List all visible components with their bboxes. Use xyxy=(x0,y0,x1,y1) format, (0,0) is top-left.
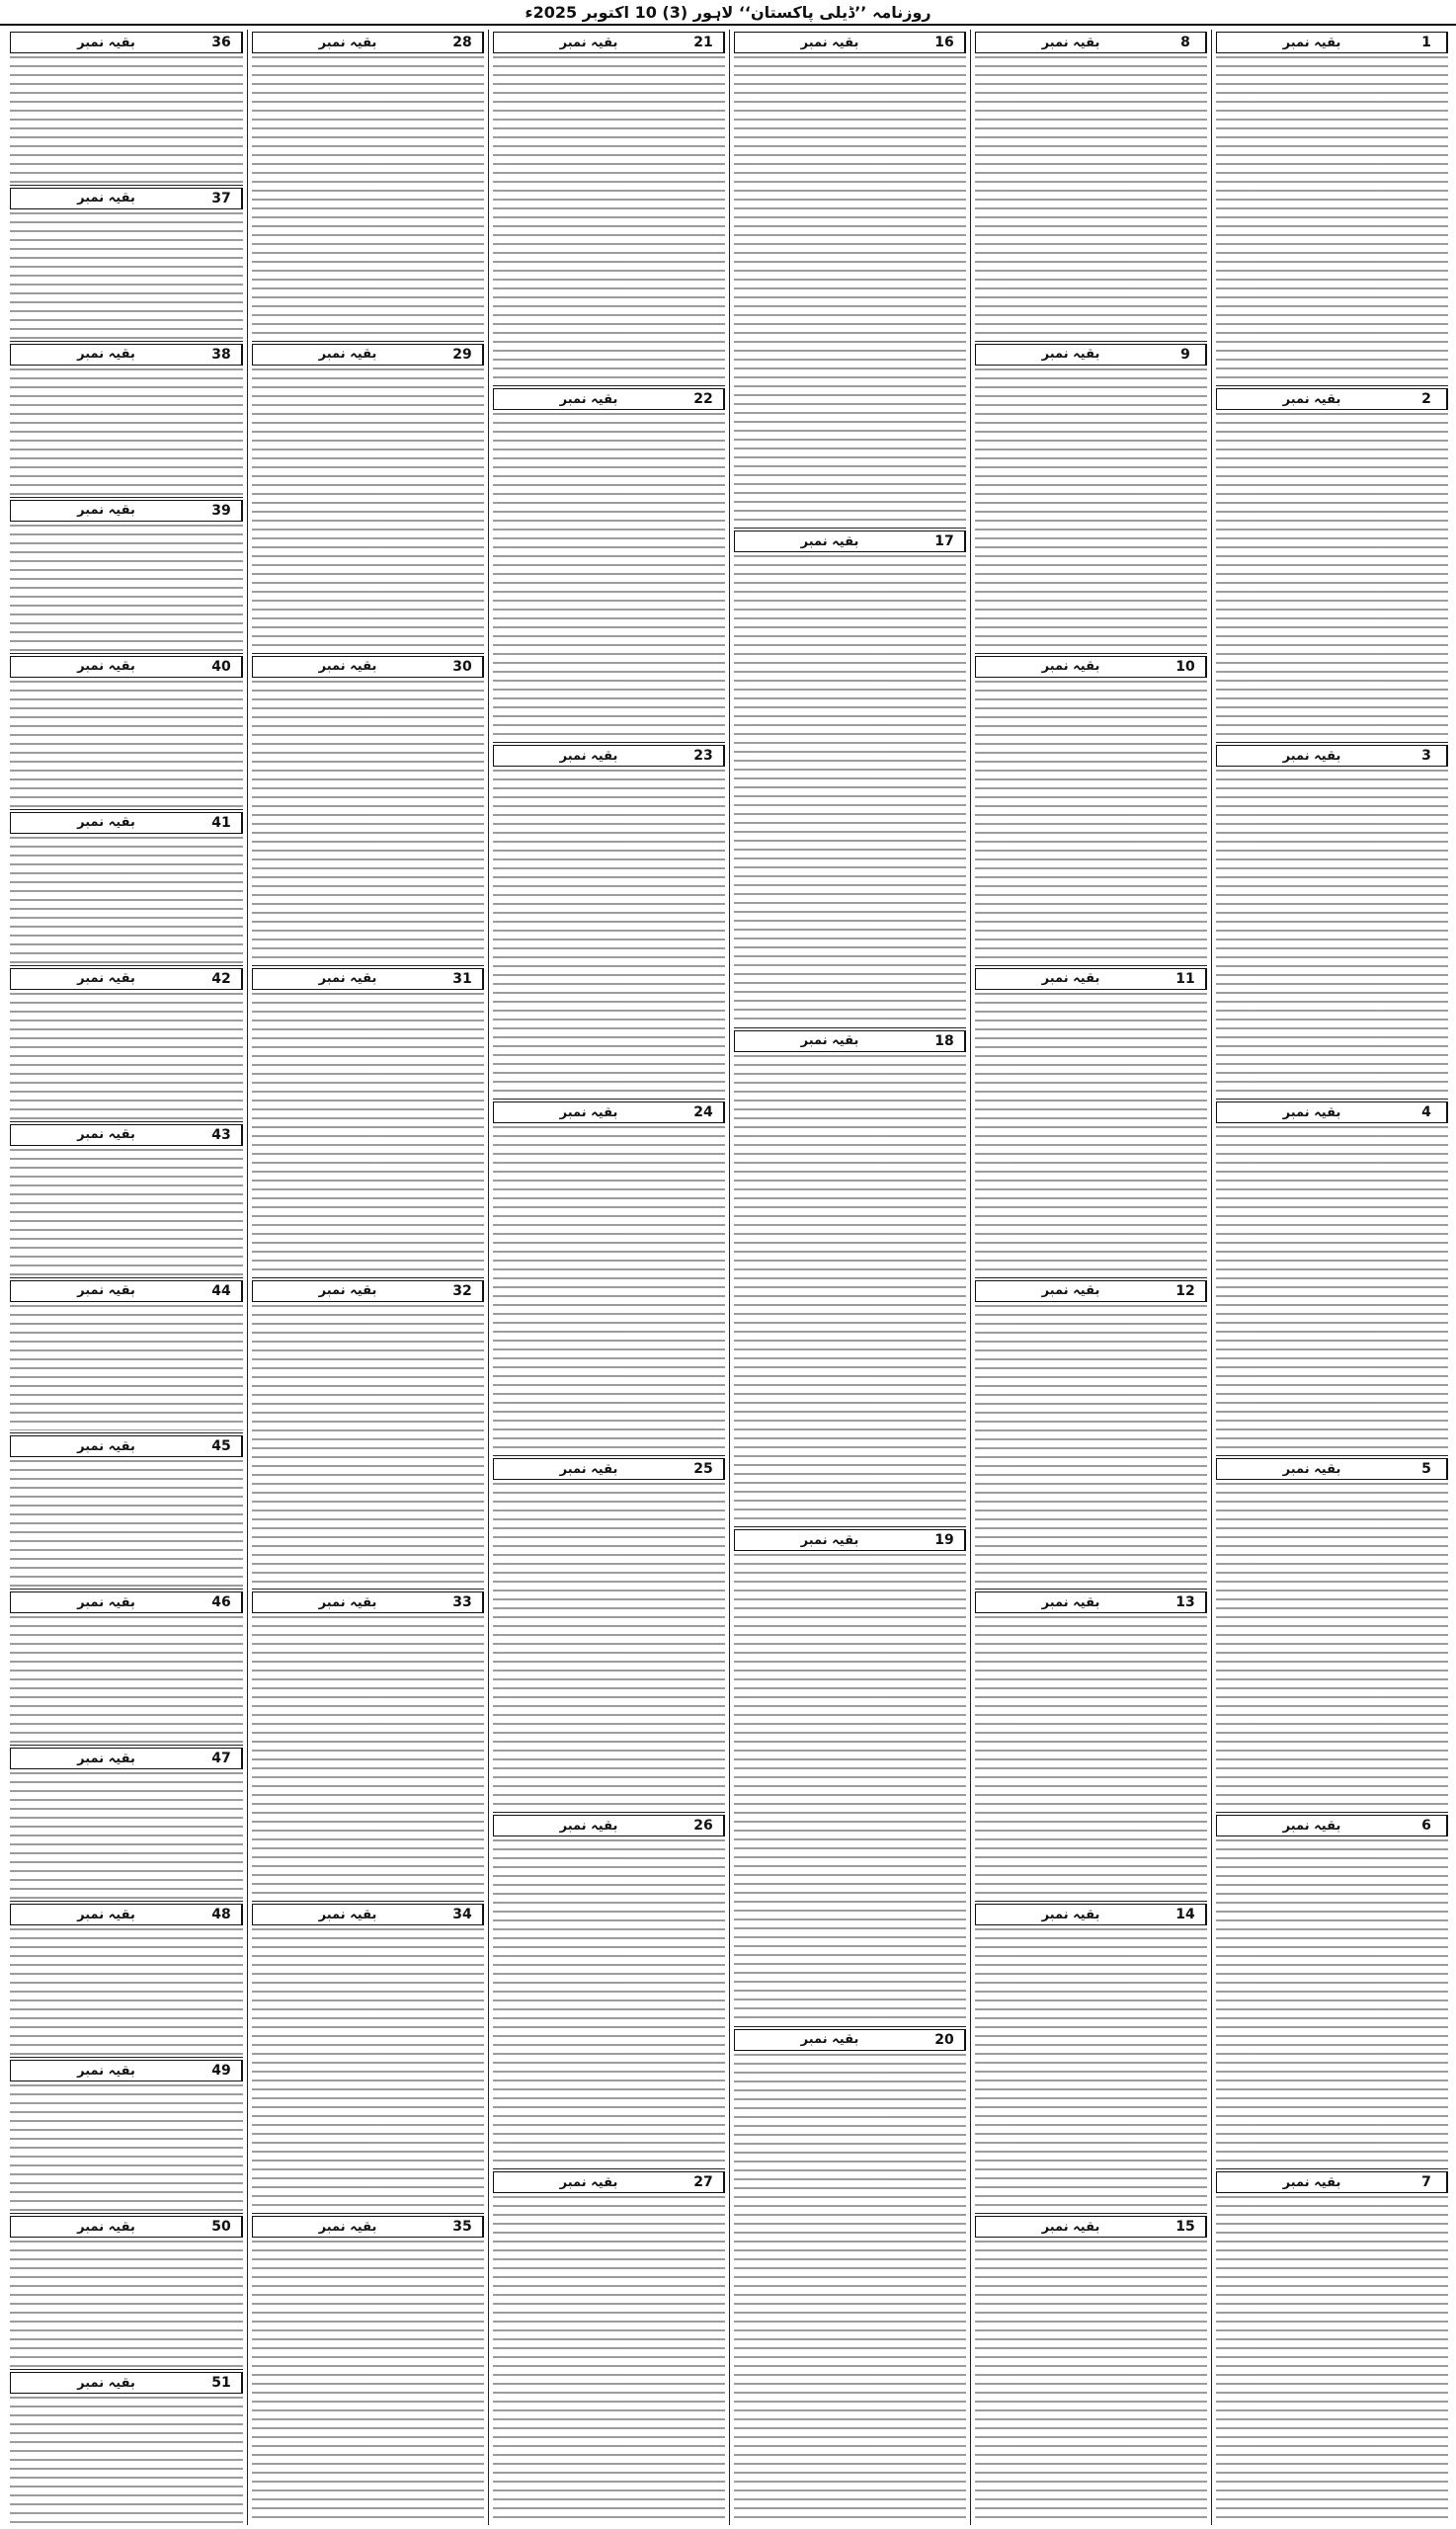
continuation-label: بقیہ نمبر xyxy=(318,971,377,987)
continuation-story xyxy=(10,2213,243,2367)
continuation-header xyxy=(252,1280,484,1302)
continuation-label: بقیہ نمبر xyxy=(1041,1594,1100,1610)
continuation-story xyxy=(1216,385,1448,740)
continuation-label: بقیہ نمبر xyxy=(1041,659,1100,675)
continuation-header xyxy=(734,1529,966,1551)
continuation-label: بقیہ نمبر xyxy=(77,2219,135,2235)
continuation-header xyxy=(252,344,484,366)
continuation-header xyxy=(10,2372,243,2394)
continuation-story xyxy=(493,1455,725,1810)
continuation-number: 30 xyxy=(443,657,483,677)
continuation-label: بقیہ نمبر xyxy=(77,659,135,675)
continuation-label: بقیہ نمبر xyxy=(800,35,859,50)
story-body-text xyxy=(10,837,243,963)
continuation-number: 31 xyxy=(443,969,483,989)
continuation-header xyxy=(252,1904,484,1925)
continuation-label: بقیہ نمبر xyxy=(77,503,135,519)
continuation-header xyxy=(10,32,243,53)
continuation-number: 6 xyxy=(1407,1816,1447,1836)
continuation-header xyxy=(734,32,966,53)
continuation-number: 13 xyxy=(1166,1592,1206,1612)
continuation-story xyxy=(1216,30,1448,383)
story-body-text xyxy=(252,368,484,651)
continuation-story xyxy=(252,1277,484,1588)
continuation-number: 24 xyxy=(684,1102,724,1122)
continuation-header xyxy=(493,2171,725,2193)
continuation-number: 51 xyxy=(202,2373,242,2393)
continuation-number: 34 xyxy=(443,1905,483,1924)
story-body-text xyxy=(10,1149,243,1275)
continuation-story xyxy=(10,2369,243,2523)
continuation-header xyxy=(493,1458,725,1480)
continuation-story xyxy=(493,1812,725,2166)
story-body-text xyxy=(10,212,243,339)
continuation-label: بقیہ نمبر xyxy=(77,1127,135,1143)
continuation-label: بقیہ نمبر xyxy=(77,1283,135,1298)
continuation-story xyxy=(252,341,484,651)
continuation-header xyxy=(493,745,725,767)
story-body-text xyxy=(734,1055,966,1524)
continuation-header xyxy=(1216,32,1448,53)
story-body-text xyxy=(493,1839,725,2166)
story-body-text xyxy=(734,56,966,526)
continuation-label: بقیہ نمبر xyxy=(559,2174,618,2190)
continuation-story xyxy=(10,965,243,1119)
continuation-number: 28 xyxy=(443,33,483,52)
story-body-text xyxy=(734,555,966,1024)
continuation-label: بقیہ نمبر xyxy=(77,1907,135,1922)
continuation-number: 8 xyxy=(1166,33,1206,52)
continuation-story xyxy=(10,30,243,183)
continuation-story xyxy=(734,1526,966,2023)
story-body-text xyxy=(10,2241,243,2367)
story-body-text xyxy=(1216,56,1448,383)
continuation-story xyxy=(252,2213,484,2523)
continuation-header xyxy=(734,530,966,552)
continuation-number: 33 xyxy=(443,1592,483,1612)
story-body-text xyxy=(252,1305,484,1588)
continuation-story xyxy=(493,30,725,383)
continuation-number: 17 xyxy=(925,531,965,551)
story-body-text xyxy=(493,1126,725,1453)
story-body-text xyxy=(975,368,1207,651)
continuation-header xyxy=(1216,2171,1448,2193)
continuation-story xyxy=(493,2168,725,2523)
story-body-text xyxy=(10,1616,243,1743)
continuation-label: بقیہ نمبر xyxy=(1282,1461,1341,1477)
continuation-number: 1 xyxy=(1407,33,1447,52)
continuation-label: بقیہ نمبر xyxy=(559,1104,618,1120)
continuation-label: بقیہ نمبر xyxy=(559,391,618,407)
continuation-number: 21 xyxy=(684,33,724,52)
continuation-label: بقیہ نمبر xyxy=(77,1594,135,1610)
story-body-text xyxy=(493,1483,725,1810)
continuation-story xyxy=(975,1589,1207,1899)
continuation-story xyxy=(734,528,966,1024)
continuation-story xyxy=(1216,1455,1448,1810)
news-column xyxy=(970,30,1211,2525)
story-body-text xyxy=(975,1616,1207,1899)
continuation-number: 10 xyxy=(1166,657,1206,677)
continuation-number: 36 xyxy=(202,33,242,52)
story-body-text xyxy=(975,1305,1207,1588)
continuation-number: 42 xyxy=(202,969,242,989)
masthead: روزنامہ ’’ڈیلی پاکستان‘‘ لاہور (3) 10 اکتوبر 2025ء xyxy=(0,0,1456,26)
continuation-number: 39 xyxy=(202,501,242,521)
continuation-story xyxy=(1216,1099,1448,1453)
continuation-header xyxy=(975,656,1207,678)
story-body-text xyxy=(10,1928,243,2055)
continuation-number: 32 xyxy=(443,1281,483,1301)
continuation-number: 22 xyxy=(684,389,724,409)
continuation-header xyxy=(10,968,243,990)
story-body-text xyxy=(252,56,484,339)
continuation-number: 16 xyxy=(925,33,965,52)
continuation-header xyxy=(10,500,243,522)
story-body-text xyxy=(1216,2196,1448,2523)
continuation-story xyxy=(975,965,1207,1275)
continuation-story xyxy=(10,185,243,339)
continuation-label: بقیہ نمبر xyxy=(800,2032,859,2048)
story-body-text xyxy=(10,1460,243,1587)
continuation-number: 35 xyxy=(443,2217,483,2237)
story-body-text xyxy=(1216,1126,1448,1453)
continuation-header xyxy=(10,812,243,834)
continuation-header xyxy=(493,32,725,53)
continuation-story xyxy=(10,341,243,495)
continuation-header xyxy=(493,1101,725,1123)
continuation-number: 27 xyxy=(684,2172,724,2192)
continuation-label: بقیہ نمبر xyxy=(318,1283,377,1298)
continuation-story xyxy=(493,1099,725,1453)
story-body-text xyxy=(975,56,1207,339)
continuation-label: بقیہ نمبر xyxy=(1041,35,1100,50)
story-body-text xyxy=(10,2397,243,2523)
continuation-number: 4 xyxy=(1407,1102,1447,1122)
continuation-story xyxy=(734,1027,966,1524)
continuation-header xyxy=(252,32,484,53)
continuation-header xyxy=(975,1904,1207,1925)
continuation-number: 45 xyxy=(202,1436,242,1456)
story-body-text xyxy=(1216,413,1448,740)
continuation-story xyxy=(1216,742,1448,1097)
continuation-label: بقیہ نمبر xyxy=(1282,748,1341,764)
continuation-story xyxy=(734,2026,966,2523)
continuation-story xyxy=(1216,2168,1448,2523)
story-body-text xyxy=(1216,770,1448,1097)
continuation-number: 47 xyxy=(202,1749,242,1768)
continuation-label: بقیہ نمبر xyxy=(77,35,135,50)
continuation-number: 2 xyxy=(1407,389,1447,409)
continuation-label: بقیہ نمبر xyxy=(318,1594,377,1610)
story-body-text xyxy=(975,1928,1207,2211)
continuation-number: 25 xyxy=(684,1459,724,1479)
continuation-header xyxy=(734,2029,966,2051)
continuation-header xyxy=(1216,1815,1448,1836)
continuation-number: 26 xyxy=(684,1816,724,1836)
story-body-text xyxy=(252,1616,484,1899)
continuation-story xyxy=(10,1589,243,1743)
continuation-story xyxy=(252,965,484,1275)
continuation-label: بقیہ نمبر xyxy=(77,815,135,831)
continuation-label: بقیہ نمبر xyxy=(1282,1818,1341,1834)
continuation-header xyxy=(1216,388,1448,410)
continuation-story xyxy=(10,1745,243,1899)
continuation-number: 23 xyxy=(684,746,724,766)
continuation-label: بقیہ نمبر xyxy=(318,347,377,363)
continuation-label: بقیہ نمبر xyxy=(77,2063,135,2079)
continuation-label: بقیہ نمبر xyxy=(1041,2219,1100,2235)
story-body-text xyxy=(252,2241,484,2523)
continuation-header xyxy=(10,1280,243,1302)
continuation-story xyxy=(10,1121,243,1275)
continuation-header xyxy=(252,968,484,990)
continuation-header xyxy=(252,656,484,678)
continuation-number: 29 xyxy=(443,345,483,365)
continuation-story xyxy=(734,30,966,526)
continuation-header xyxy=(10,1591,243,1613)
story-body-text xyxy=(493,770,725,1097)
continuation-story xyxy=(975,1901,1207,2211)
continuation-label: بقیہ نمبر xyxy=(559,1461,618,1477)
continuation-header xyxy=(10,188,243,209)
continuation-header xyxy=(1216,1458,1448,1480)
continuation-story xyxy=(975,30,1207,339)
continuation-number: 14 xyxy=(1166,1905,1206,1924)
continuation-label: بقیہ نمبر xyxy=(318,659,377,675)
story-body-text xyxy=(493,2196,725,2523)
continuation-number: 40 xyxy=(202,657,242,677)
story-body-text xyxy=(10,2084,243,2211)
continuation-header xyxy=(734,1030,966,1052)
continuation-number: 11 xyxy=(1166,969,1206,989)
story-body-text xyxy=(734,2054,966,2523)
news-column xyxy=(247,30,488,2525)
continuation-number: 41 xyxy=(202,813,242,833)
continuation-number: 43 xyxy=(202,1125,242,1145)
continuation-header xyxy=(10,2216,243,2238)
news-column xyxy=(488,30,729,2525)
continuation-number: 46 xyxy=(202,1592,242,1612)
continuation-label: بقیہ نمبر xyxy=(1282,35,1341,50)
continuation-label: بقیہ نمبر xyxy=(1041,971,1100,987)
continuation-header xyxy=(10,656,243,678)
continuation-label: بقیہ نمبر xyxy=(1041,1283,1100,1298)
continuation-header xyxy=(493,388,725,410)
story-body-text xyxy=(975,681,1207,963)
continuation-label: بقیہ نمبر xyxy=(318,35,377,50)
continuation-story xyxy=(10,2057,243,2211)
continuation-header xyxy=(252,2216,484,2238)
continuation-label: بقیہ نمبر xyxy=(1282,391,1341,407)
continuation-header xyxy=(10,2060,243,2081)
story-body-text xyxy=(10,368,243,495)
continuation-label: بقیہ نمبر xyxy=(559,1818,618,1834)
continuation-number: 44 xyxy=(202,1281,242,1301)
continuation-story xyxy=(252,1901,484,2211)
continuation-label: بقیہ نمبر xyxy=(1282,1104,1341,1120)
continuation-label: بقیہ نمبر xyxy=(1041,347,1100,363)
continuation-number: 38 xyxy=(202,345,242,365)
continuation-header xyxy=(1216,1101,1448,1123)
story-body-text xyxy=(734,1554,966,2023)
continuation-label: بقیہ نمبر xyxy=(1041,1907,1100,1922)
news-column xyxy=(729,30,970,2525)
continuation-number: 20 xyxy=(925,2030,965,2050)
story-body-text xyxy=(1216,1839,1448,2166)
continuation-story xyxy=(975,1277,1207,1588)
continuation-label: بقیہ نمبر xyxy=(77,347,135,363)
story-body-text xyxy=(252,993,484,1275)
newspaper-page xyxy=(4,30,1452,2525)
continuation-label: بقیہ نمبر xyxy=(559,35,618,50)
continuation-label: بقیہ نمبر xyxy=(77,2375,135,2391)
story-body-text xyxy=(10,56,243,183)
continuation-label: بقیہ نمبر xyxy=(77,1438,135,1454)
continuation-number: 5 xyxy=(1407,1459,1447,1479)
continuation-number: 19 xyxy=(925,1530,965,1550)
continuation-label: بقیہ نمبر xyxy=(318,2219,377,2235)
story-body-text xyxy=(493,413,725,740)
story-body-text xyxy=(10,1305,243,1431)
continuation-story xyxy=(252,653,484,963)
news-column xyxy=(1211,30,1452,2525)
continuation-number: 37 xyxy=(202,189,242,208)
news-column xyxy=(6,30,247,2525)
continuation-header xyxy=(10,1904,243,1925)
continuation-number: 3 xyxy=(1407,746,1447,766)
continuation-number: 12 xyxy=(1166,1281,1206,1301)
continuation-header xyxy=(1216,745,1448,767)
continuation-number: 15 xyxy=(1166,2217,1206,2237)
continuation-header xyxy=(975,968,1207,990)
story-body-text xyxy=(975,993,1207,1275)
continuation-label: بقیہ نمبر xyxy=(800,533,859,549)
story-body-text xyxy=(975,2241,1207,2523)
story-body-text xyxy=(10,681,243,807)
story-body-text xyxy=(10,1772,243,1899)
continuation-story xyxy=(10,653,243,807)
story-body-text xyxy=(10,993,243,1119)
continuation-number: 48 xyxy=(202,1905,242,1924)
continuation-story xyxy=(1216,1812,1448,2166)
continuation-story xyxy=(252,1589,484,1899)
continuation-number: 50 xyxy=(202,2217,242,2237)
story-body-text xyxy=(252,1928,484,2211)
story-body-text xyxy=(252,681,484,963)
continuation-header xyxy=(493,1815,725,1836)
continuation-label: بقیہ نمبر xyxy=(77,971,135,987)
continuation-story xyxy=(10,497,243,651)
continuation-number: 7 xyxy=(1407,2172,1447,2192)
continuation-story xyxy=(10,1901,243,2055)
continuation-label: بقیہ نمبر xyxy=(318,1907,377,1922)
story-body-text xyxy=(10,525,243,651)
continuation-number: 49 xyxy=(202,2061,242,2080)
continuation-header xyxy=(975,1280,1207,1302)
continuation-story xyxy=(252,30,484,339)
continuation-header xyxy=(10,1435,243,1457)
continuation-story xyxy=(493,742,725,1097)
continuation-header xyxy=(252,1591,484,1613)
continuation-story xyxy=(10,809,243,963)
continuation-story xyxy=(975,2213,1207,2523)
continuation-header xyxy=(10,1748,243,1769)
continuation-story xyxy=(975,653,1207,963)
continuation-label: بقیہ نمبر xyxy=(559,748,618,764)
continuation-header xyxy=(975,32,1207,53)
continuation-number: 18 xyxy=(925,1031,965,1051)
continuation-label: بقیہ نمبر xyxy=(77,1751,135,1766)
continuation-story xyxy=(975,341,1207,651)
continuation-label: بقیہ نمبر xyxy=(800,1033,859,1049)
story-body-text xyxy=(493,56,725,383)
continuation-label: بقیہ نمبر xyxy=(800,1532,859,1548)
continuation-header xyxy=(10,344,243,366)
continuation-story xyxy=(10,1277,243,1431)
continuation-header xyxy=(10,1124,243,1146)
continuation-number: 9 xyxy=(1166,345,1206,365)
continuation-story xyxy=(493,385,725,740)
continuation-label: بقیہ نمبر xyxy=(77,191,135,206)
continuation-header xyxy=(975,344,1207,366)
continuation-label: بقیہ نمبر xyxy=(1282,2174,1341,2190)
continuation-header xyxy=(975,1591,1207,1613)
story-body-text xyxy=(1216,1483,1448,1810)
continuation-header xyxy=(975,2216,1207,2238)
continuation-story xyxy=(10,1432,243,1587)
